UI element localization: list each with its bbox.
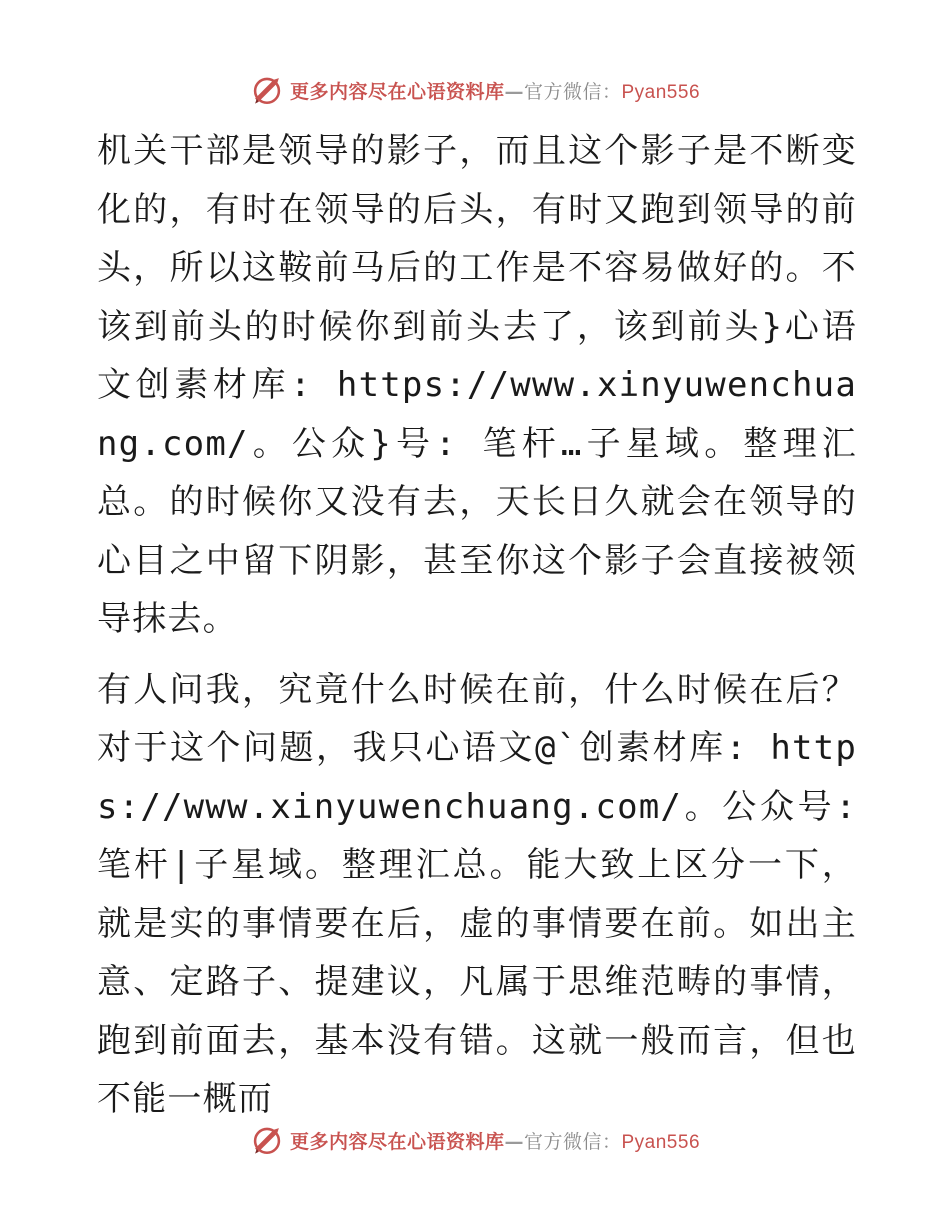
paragraph-2: 有人问我，究竟什么时候在前，什么时候在后？对于这个问题，我只心语文@`创素材库: https://www.xinyuwenchuang.com/。公众号: 笔杆|子星域。整理汇总。能大致上区分一下，就是实的事情要在后，虚的事情要在前。如出主意、定路子、提建议，凡属于思维范畴的事情，跑到前面去，基本没有错。这就一般而言，但也不能一概而 [97,669,857,1119]
pen-logo-icon [250,73,284,107]
banner-official-label: 官方微信： [523,1130,622,1153]
header-banner [0,70,950,110]
banner-text [290,77,700,104]
banner-text [290,1127,700,1154]
banner-wechat-id: Pyan556 [621,81,701,103]
document-body [97,122,857,1129]
banner-main-text: 更多内容尽在心语资料库 [289,80,505,103]
banner-dash: — [504,1130,524,1153]
banner-main-text: 更多内容尽在心语资料库 [289,1130,505,1153]
pen-logo-icon [250,1123,284,1157]
banner-official-label: 官方微信： [523,80,622,103]
footer-banner [0,1120,950,1160]
banner-dash: — [504,80,524,103]
paragraph-1: 机关干部是领导的影子，而且这个影子是不断变化的，有时在领导的后头，有时又跑到领导的前头，所以这鞍前马后的工作是不容易做好的。不该到前头的时候你到前头去了，该到前头}心语文创素材库: https://www.xinyuwenchuang.com/。公众}号: 笔杆…子星域。整理汇总。的时候你又没有去，天长日久就会在领导的心目之中留下阴影，甚至你这个影子会直接被领导抹去。 [97,131,857,639]
banner-wechat-id: Pyan556 [621,1131,701,1153]
